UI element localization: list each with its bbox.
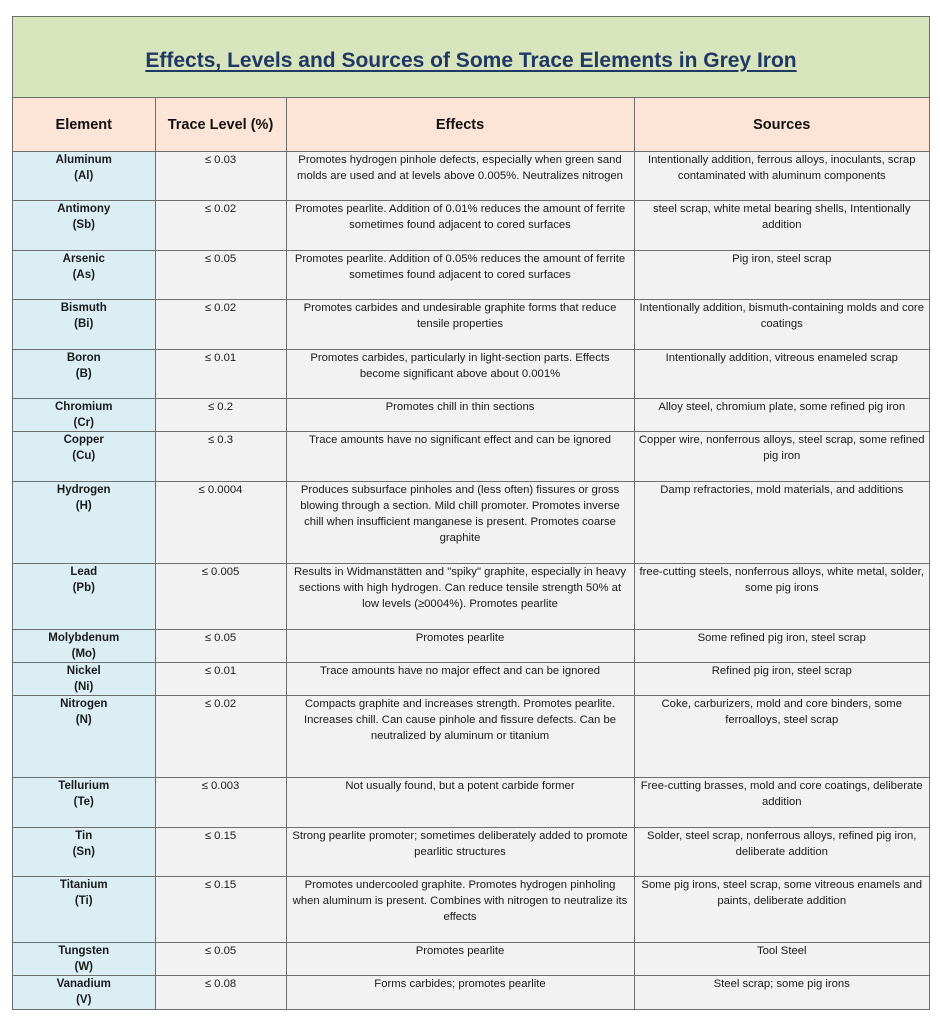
trace-level-cell: ≤ 0.2: [155, 399, 286, 432]
trace-level-cell: ≤ 0.02: [155, 696, 286, 778]
element-cell: [13, 350, 155, 399]
sources-cell: Solder, steel scrap, nonferrous alloys, refined pig iron, deliberate addition: [634, 828, 929, 877]
sources-cell: Some refined pig iron, steel scrap: [634, 630, 929, 663]
element-name: Nitrogen: [60, 698, 108, 710]
element-cell: [13, 482, 155, 564]
table-row: [13, 482, 929, 564]
header-row: [13, 98, 929, 152]
table-row: [13, 976, 929, 1009]
element-symbol: (Ni): [74, 681, 94, 693]
table-row: [13, 696, 929, 778]
element-name: Hydrogen: [56, 484, 111, 496]
sources-cell: Intentionally addition, vitreous enameled scrap: [634, 350, 929, 399]
effects-cell: Promotes carbides, particularly in light-section parts. Effects become significant above about 0.001%: [286, 350, 634, 399]
effects-cell: Forms carbides; promotes pearlite: [286, 976, 634, 1009]
table-row: [13, 877, 929, 943]
element-cell: [13, 300, 155, 350]
sources-cell: Pig iron, steel scrap: [634, 251, 929, 300]
trace-level-cell: ≤ 0.005: [155, 564, 286, 630]
effects-cell: Results in Widmanstätten and "spiky" graphite, especially in heavy sections with high hydrogen. Can reduce tensile strength 50% at low levels (≥0004%). Promotes pearlite: [286, 564, 634, 630]
trace-level-cell: ≤ 0.01: [155, 350, 286, 399]
element-symbol: (Bi): [74, 318, 94, 330]
table-row: [13, 201, 929, 251]
trace-level-cell: ≤ 0.003: [155, 778, 286, 828]
table-row: [13, 432, 929, 482]
sources-cell: Copper wire, nonferrous alloys, steel scrap, some refined pig iron: [634, 432, 929, 482]
sources-cell: Coke, carburizers, mold and core binders, some ferroalloys, steel scrap: [634, 696, 929, 778]
element-name: Antimony: [57, 203, 111, 215]
element-name: Chromium: [55, 401, 113, 413]
element-cell: [13, 663, 155, 696]
sources-cell: Intentionally addition, ferrous alloys, inoculants, scrap contaminated with aluminum components: [634, 152, 929, 201]
effects-cell: Promotes pearlite. Addition of 0.05% reduces the amount of ferrite sometimes found adjacent to cored surfaces: [286, 251, 634, 300]
element-name: Tellurium: [58, 780, 110, 792]
trace-elements-table-sheet: [12, 16, 930, 1010]
table-row: [13, 399, 929, 432]
table-row: [13, 663, 929, 696]
effects-cell: Trace amounts have no major effect and can be ignored: [286, 663, 634, 696]
element-name: Boron: [66, 352, 101, 364]
trace-level-cell: ≤ 0.02: [155, 201, 286, 251]
trace-level-cell: ≤ 0.3: [155, 432, 286, 482]
effects-cell: Promotes carbides and undesirable graphite forms that reduce tensile properties: [286, 300, 634, 350]
trace-level-cell: ≤ 0.03: [155, 152, 286, 201]
sources-cell: steel scrap, white metal bearing shells, Intentionally addition: [634, 201, 929, 251]
effects-cell: Strong pearlite promoter; sometimes deliberately added to promote pearlitic structures: [286, 828, 634, 877]
table-row: [13, 152, 929, 201]
element-cell: [13, 877, 155, 943]
element-name: Aluminum: [55, 154, 112, 166]
element-cell: [13, 696, 155, 778]
effects-cell: Promotes hydrogen pinhole defects, especially when green sand molds are used and at levels above 0.005%. Neutralizes nitrogen: [286, 152, 634, 201]
trace-level-cell: ≤ 0.05: [155, 943, 286, 976]
element-cell: [13, 564, 155, 630]
element-name: Copper: [63, 434, 104, 446]
table-row: [13, 828, 929, 877]
element-symbol: (V): [76, 994, 92, 1006]
element-name: Titanium: [59, 879, 108, 891]
element-symbol: (Te): [73, 796, 94, 808]
effects-cell: Promotes chill in thin sections: [286, 399, 634, 432]
trace-level-cell: ≤ 0.15: [155, 828, 286, 877]
element-symbol: (Al): [74, 170, 94, 182]
element-name: Lead: [70, 566, 98, 578]
element-cell: [13, 828, 155, 877]
effects-cell: Promotes pearlite: [286, 943, 634, 976]
sources-cell: Free-cutting brasses, mold and core coatings, deliberate addition: [634, 778, 929, 828]
element-name: Nickel: [66, 665, 101, 677]
element-symbol: (Pb): [72, 582, 95, 594]
sources-cell: Refined pig iron, steel scrap: [634, 663, 929, 696]
table-row: [13, 251, 929, 300]
trace-elements-table: [13, 98, 929, 1009]
effects-cell: Compacts graphite and increases strength. Promotes pearlite. Increases chill. Can cause pinhole and fissure defects. Can be neutralized by aluminum or titanium: [286, 696, 634, 778]
sources-cell: free-cutting steels, nonferrous alloys, white metal, solder, some pig irons: [634, 564, 929, 630]
element-cell: [13, 976, 155, 1009]
element-symbol: (Ti): [74, 895, 93, 907]
effects-cell: Promotes pearlite: [286, 630, 634, 663]
column-header-trace-level: Trace Level (%): [155, 98, 286, 152]
element-cell: [13, 943, 155, 976]
trace-level-cell: ≤ 0.01: [155, 663, 286, 696]
trace-level-cell: ≤ 0.02: [155, 300, 286, 350]
trace-level-cell: ≤ 0.05: [155, 251, 286, 300]
title-band: [13, 17, 929, 98]
element-cell: [13, 152, 155, 201]
element-name: Vanadium: [56, 978, 111, 990]
table-row: [13, 778, 929, 828]
sources-cell: Some pig irons, steel scrap, some vitreous enamels and paints, deliberate addition: [634, 877, 929, 943]
sources-cell: Tool Steel: [634, 943, 929, 976]
effects-cell: Trace amounts have no significant effect and can be ignored: [286, 432, 634, 482]
element-symbol: (Cr): [73, 417, 94, 429]
table-row: [13, 300, 929, 350]
trace-level-cell: ≤ 0.15: [155, 877, 286, 943]
element-cell: [13, 432, 155, 482]
column-header-effects: Effects: [286, 98, 634, 152]
sources-cell: Steel scrap; some pig irons: [634, 976, 929, 1009]
element-cell: [13, 251, 155, 300]
table-title: Effects, Levels and Sources of Some Trace Elements in Grey Iron: [145, 49, 797, 72]
element-symbol: (Cu): [72, 450, 96, 462]
table-row: [13, 350, 929, 399]
element-name: Tin: [75, 830, 93, 842]
trace-level-cell: ≤ 0.08: [155, 976, 286, 1009]
element-symbol: (Sb): [72, 219, 95, 231]
element-name: Bismuth: [60, 302, 107, 314]
table-row: [13, 943, 929, 976]
sources-cell: Intentionally addition, bismuth-containing molds and core coatings: [634, 300, 929, 350]
element-symbol: (Mo): [71, 648, 96, 660]
element-symbol: (B): [75, 368, 92, 380]
effects-cell: Promotes pearlite. Addition of 0.01% reduces the amount of ferrite sometimes found adjacent to cored surfaces: [286, 201, 634, 251]
element-name: Molybdenum: [48, 632, 120, 644]
element-name: Tungsten: [58, 945, 110, 957]
column-header-sources: Sources: [634, 98, 929, 152]
trace-level-cell: ≤ 0.0004: [155, 482, 286, 564]
element-cell: [13, 630, 155, 663]
sources-cell: Alloy steel, chromium plate, some refined pig iron: [634, 399, 929, 432]
sources-cell: Damp refractories, mold materials, and additions: [634, 482, 929, 564]
trace-level-cell: ≤ 0.05: [155, 630, 286, 663]
element-name: Arsenic: [62, 253, 105, 265]
table-row: [13, 564, 929, 630]
element-cell: [13, 778, 155, 828]
element-symbol: (As): [72, 269, 95, 281]
column-header-element: Element: [13, 98, 155, 152]
effects-cell: Not usually found, but a potent carbide former: [286, 778, 634, 828]
element-symbol: (N): [75, 714, 92, 726]
element-symbol: (H): [75, 500, 92, 512]
element-symbol: (Sn): [72, 846, 95, 858]
effects-cell: Promotes undercooled graphite. Promotes hydrogen pinholing when aluminum is present. Combines with nitrogen to neutralize its effects: [286, 877, 634, 943]
element-cell: [13, 201, 155, 251]
table-row: [13, 630, 929, 663]
effects-cell: Produces subsurface pinholes and (less often) fissures or gross blowing through a section. Mild chill promoter. Promotes inverse chill when insufficient manganese is present. Promotes coarse graphite: [286, 482, 634, 564]
element-cell: [13, 399, 155, 432]
element-symbol: (W): [74, 961, 93, 973]
